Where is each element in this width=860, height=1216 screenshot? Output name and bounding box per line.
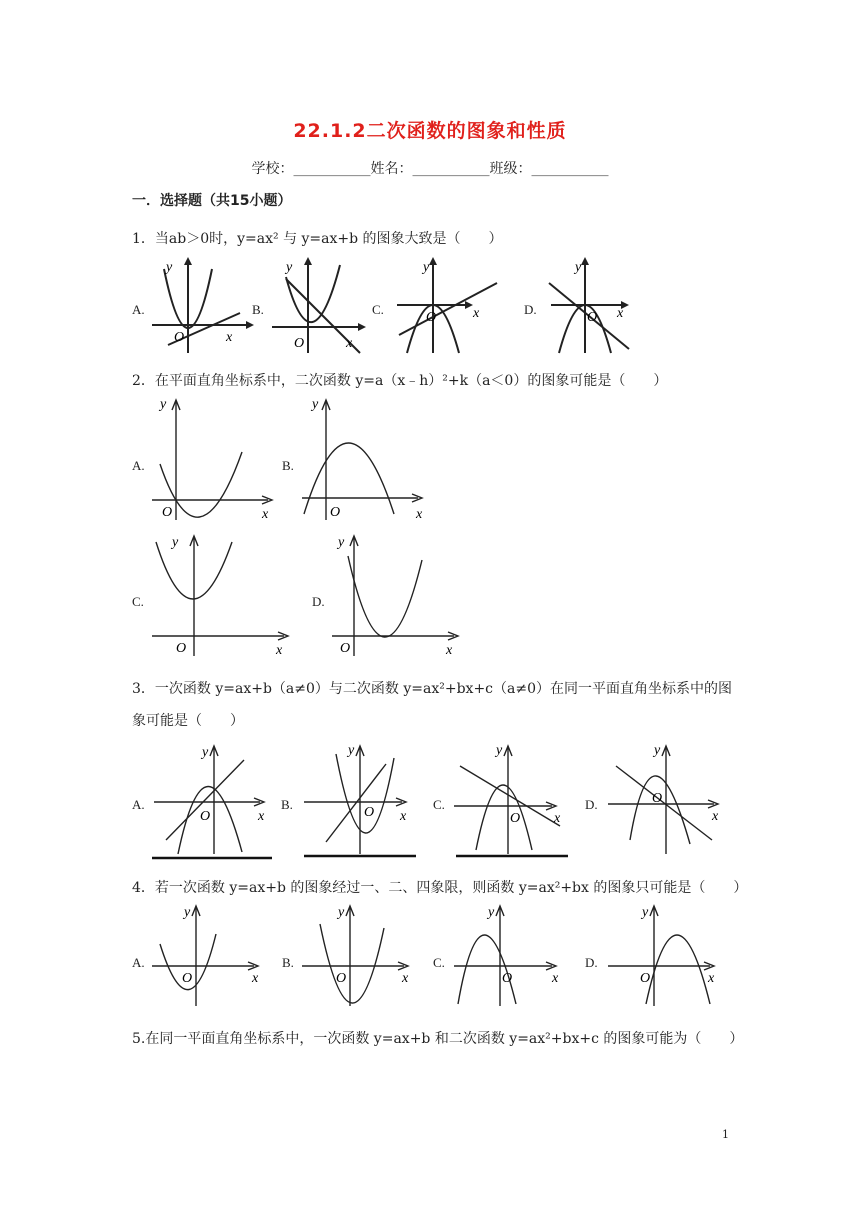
svg-text:x: x bbox=[473, 306, 480, 321]
question-2: 2．在平面直角坐标系中，二次函数 y=a（x﹣h）²+k（a＜0）的图象可能是（ ） bbox=[132, 373, 668, 389]
page-title: 22.1.2二次函数的图象和性质 bbox=[293, 120, 567, 142]
q4-option-b-label: B. bbox=[282, 955, 294, 970]
q3-option-b-graph bbox=[302, 740, 420, 862]
svg-text:O: O bbox=[176, 641, 187, 656]
question-3-line-1: 3．一次函数 y=ax+b（a≠0）与二次函数 y=ax²+bx+c（a≠0）在同一平面直角坐标系中的图 bbox=[132, 681, 733, 697]
svg-text:y: y bbox=[338, 535, 345, 550]
question-3-line-2: 象可能是（ ） bbox=[132, 713, 244, 729]
svg-text:O: O bbox=[510, 811, 521, 826]
page-number: 1 bbox=[722, 1128, 729, 1141]
svg-text:x: x bbox=[617, 306, 624, 321]
q1-option-a-label: A. bbox=[132, 302, 145, 317]
svg-text:O: O bbox=[502, 971, 513, 986]
svg-text:x: x bbox=[276, 643, 283, 658]
svg-text:x: x bbox=[262, 507, 269, 522]
q2-option-c-graph bbox=[150, 532, 295, 657]
q1-option-c-label: C. bbox=[372, 302, 384, 317]
svg-text:y: y bbox=[184, 905, 191, 920]
q3-option-a-graph bbox=[150, 740, 275, 862]
svg-text:O: O bbox=[200, 809, 211, 824]
q1-option-a-graph bbox=[148, 255, 248, 355]
svg-text:y: y bbox=[160, 397, 167, 412]
y-axis-label: y bbox=[166, 260, 173, 275]
q2-option-b-graph bbox=[300, 396, 430, 521]
q4-option-d-graph bbox=[606, 900, 721, 1008]
svg-text:x: x bbox=[346, 336, 353, 351]
svg-text:y: y bbox=[348, 743, 355, 758]
q4-option-c-label: C. bbox=[433, 955, 445, 970]
q4-option-c-graph bbox=[452, 900, 567, 1008]
svg-text:y: y bbox=[488, 905, 495, 920]
svg-text:x: x bbox=[252, 971, 259, 986]
svg-text:y: y bbox=[338, 905, 345, 920]
q3-option-d-graph bbox=[606, 740, 731, 862]
svg-text:y: y bbox=[312, 397, 319, 412]
svg-text:O: O bbox=[426, 310, 437, 325]
q1-option-c-graph bbox=[393, 255, 503, 355]
q1-option-b-label: B. bbox=[252, 302, 264, 317]
svg-text:x: x bbox=[416, 507, 423, 522]
origin-label: O bbox=[174, 330, 185, 345]
svg-text:y: y bbox=[654, 743, 661, 758]
svg-text:x: x bbox=[446, 643, 453, 658]
q2-option-b-label: B. bbox=[282, 458, 294, 473]
q4-option-d-label: D. bbox=[585, 955, 598, 970]
q1-option-d-label: D. bbox=[524, 302, 537, 317]
svg-text:O: O bbox=[340, 641, 351, 656]
q3-option-a-label: A. bbox=[132, 797, 145, 812]
svg-text:O: O bbox=[330, 505, 341, 520]
svg-text:x: x bbox=[708, 971, 715, 986]
svg-text:x: x bbox=[554, 811, 561, 826]
q3-option-d-label: D. bbox=[585, 797, 598, 812]
svg-text:x: x bbox=[400, 809, 407, 824]
q2-option-a-label: A. bbox=[132, 458, 145, 473]
question-4: 4．若一次函数 y=ax+b 的图象经过一、二、四象限，则函数 y=ax²+bx 的图象只可能是（ ） bbox=[132, 880, 748, 896]
q3-option-c-label: C. bbox=[433, 797, 445, 812]
svg-text:y: y bbox=[642, 905, 649, 920]
svg-text:y: y bbox=[172, 535, 179, 550]
svg-text:y: y bbox=[496, 743, 503, 758]
q2-option-d-label: D. bbox=[312, 594, 325, 609]
svg-text:O: O bbox=[336, 971, 347, 986]
question-1: 1．当ab＞0时，y=ax² 与 y=ax+b 的图象大致是（ ） bbox=[132, 231, 503, 247]
svg-text:y: y bbox=[423, 260, 430, 275]
svg-text:O: O bbox=[182, 971, 193, 986]
q4-option-a-graph bbox=[150, 900, 265, 1008]
section-heading: 一．选择题（共15小题） bbox=[132, 193, 292, 209]
svg-text:x: x bbox=[258, 809, 265, 824]
school-name-class-line: 学校：___________姓名：___________班级：___________ bbox=[251, 161, 609, 177]
q2-option-d-graph bbox=[330, 532, 465, 657]
q2-option-a-graph bbox=[150, 396, 280, 521]
q4-option-b-graph bbox=[300, 900, 415, 1008]
svg-text:y: y bbox=[202, 745, 209, 760]
svg-text:y: y bbox=[575, 260, 582, 275]
svg-text:O: O bbox=[640, 971, 651, 986]
svg-text:O: O bbox=[294, 336, 305, 351]
svg-text:x: x bbox=[402, 971, 409, 986]
q3-option-b-label: B. bbox=[281, 797, 293, 812]
q3-option-c-graph bbox=[452, 740, 572, 862]
svg-text:O: O bbox=[162, 505, 173, 520]
x-axis-label: x bbox=[226, 330, 233, 345]
q1-option-d-graph bbox=[545, 255, 645, 355]
q4-option-a-label: A. bbox=[132, 955, 145, 970]
svg-text:x: x bbox=[712, 809, 719, 824]
svg-text:x: x bbox=[552, 971, 559, 986]
svg-text:O: O bbox=[587, 310, 598, 325]
q1-option-b-graph bbox=[268, 255, 368, 355]
q2-option-c-label: C. bbox=[132, 594, 144, 609]
svg-text:y: y bbox=[286, 260, 293, 275]
question-5: 5.在同一平面直角坐标系中，一次函数 y=ax+b 和二次函数 y=ax²+bx+c 的图象可能为（ ） bbox=[132, 1031, 744, 1047]
svg-text:O: O bbox=[652, 791, 663, 806]
svg-text:O: O bbox=[364, 805, 375, 820]
